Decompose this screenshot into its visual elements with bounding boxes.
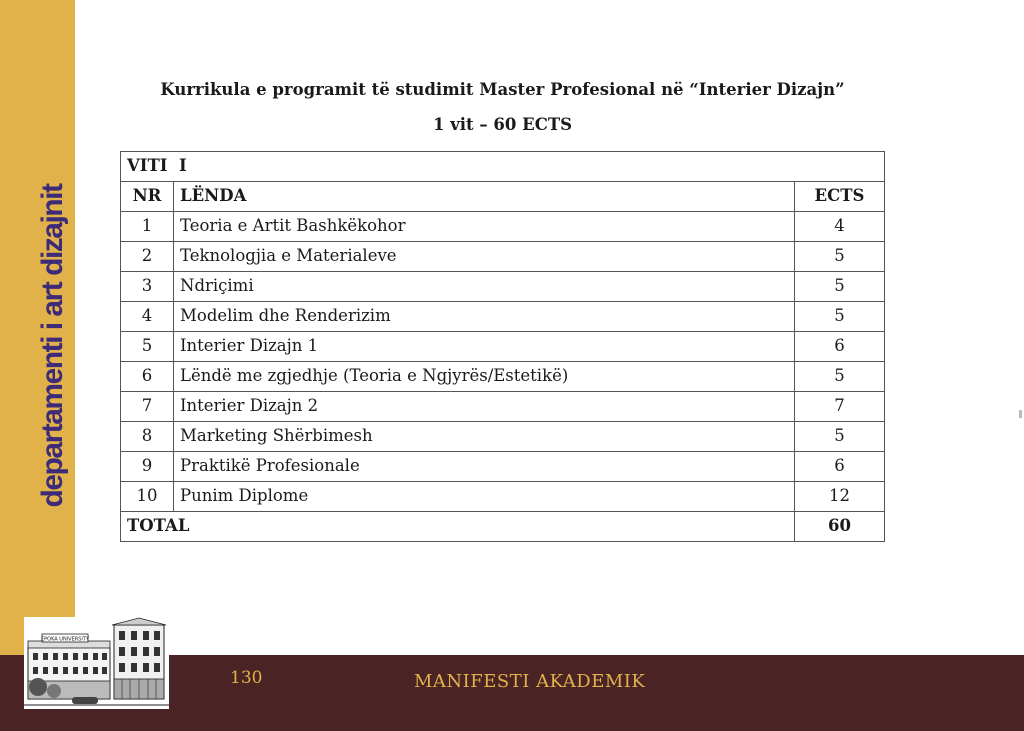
row-ects: 5 — [795, 422, 885, 452]
row-nr: 5 — [121, 332, 174, 362]
row-nr: 3 — [121, 272, 174, 302]
row-ects: 6 — [795, 452, 885, 482]
row-nr: 9 — [121, 452, 174, 482]
row-ects: 7 — [795, 392, 885, 422]
total-label: TOTAL — [121, 512, 795, 542]
total-value: 60 — [795, 512, 885, 542]
row-ects: 5 — [795, 302, 885, 332]
table-row — [121, 452, 885, 482]
row-subject: Teknologjia e Materialeve — [174, 242, 795, 272]
row-nr: 4 — [121, 302, 174, 332]
row-nr: 1 — [121, 212, 174, 242]
row-subject: Interier Dizajn 1 — [174, 332, 795, 362]
row-subject: Lëndë me zgjedhje (Teoria e Ngjyrës/Estetikë) — [174, 362, 795, 392]
row-ects: 6 — [795, 332, 885, 362]
row-subject: Ndriçimi — [174, 272, 795, 302]
row-ects: 5 — [795, 272, 885, 302]
row-nr: 8 — [121, 422, 174, 452]
header-ects: ECTS — [795, 182, 885, 212]
table-row — [121, 482, 885, 512]
row-ects: 4 — [795, 212, 885, 242]
table-row — [121, 392, 885, 422]
row-subject: Marketing Shërbimesh — [174, 422, 795, 452]
table-row — [121, 242, 885, 272]
header-nr: NR — [121, 182, 174, 212]
row-ects: 5 — [795, 242, 885, 272]
header-row — [121, 182, 885, 212]
table-row — [121, 422, 885, 452]
row-nr: 10 — [121, 482, 174, 512]
row-subject: Punim Diplome — [174, 482, 795, 512]
edge-mark — [1019, 410, 1022, 418]
row-subject: Teoria e Artit Bashkëkohor — [174, 212, 795, 242]
page-subtitle: 1 vit – 60 ECTS — [432, 115, 573, 134]
table-row — [121, 302, 885, 332]
row-nr: 7 — [121, 392, 174, 422]
footer-title: MANIFESTI AKADEMIK — [414, 671, 646, 692]
row-ects: 5 — [795, 362, 885, 392]
row-subject: Praktikë Profesionale — [174, 452, 795, 482]
row-subject: Modelim dhe Renderizim — [174, 302, 795, 332]
sidebar-department-label: departamenti i art dizajnit — [36, 184, 69, 508]
total-row — [121, 512, 885, 542]
year-cell — [121, 152, 885, 182]
page-title: Kurrikula e programit të studimit Master Profesional në “Interier Dizajn” — [160, 80, 845, 99]
row-nr: 2 — [121, 242, 174, 272]
table-row — [121, 362, 885, 392]
university-building-logo — [24, 617, 169, 709]
curriculum-table — [120, 151, 885, 542]
row-ects: 12 — [795, 482, 885, 512]
row-subject: Interier Dizajn 2 — [174, 392, 795, 422]
year-value: I — [179, 156, 187, 176]
year-row — [121, 152, 885, 182]
page-number: 130 — [230, 668, 263, 688]
year-label: VITI — [127, 156, 168, 176]
table-row — [121, 212, 885, 242]
row-nr: 6 — [121, 362, 174, 392]
table-row — [121, 332, 885, 362]
table-row — [121, 272, 885, 302]
logo-lettering: EPOKA UNIVERSITY — [41, 636, 89, 643]
header-subject: LËNDA — [174, 182, 795, 212]
